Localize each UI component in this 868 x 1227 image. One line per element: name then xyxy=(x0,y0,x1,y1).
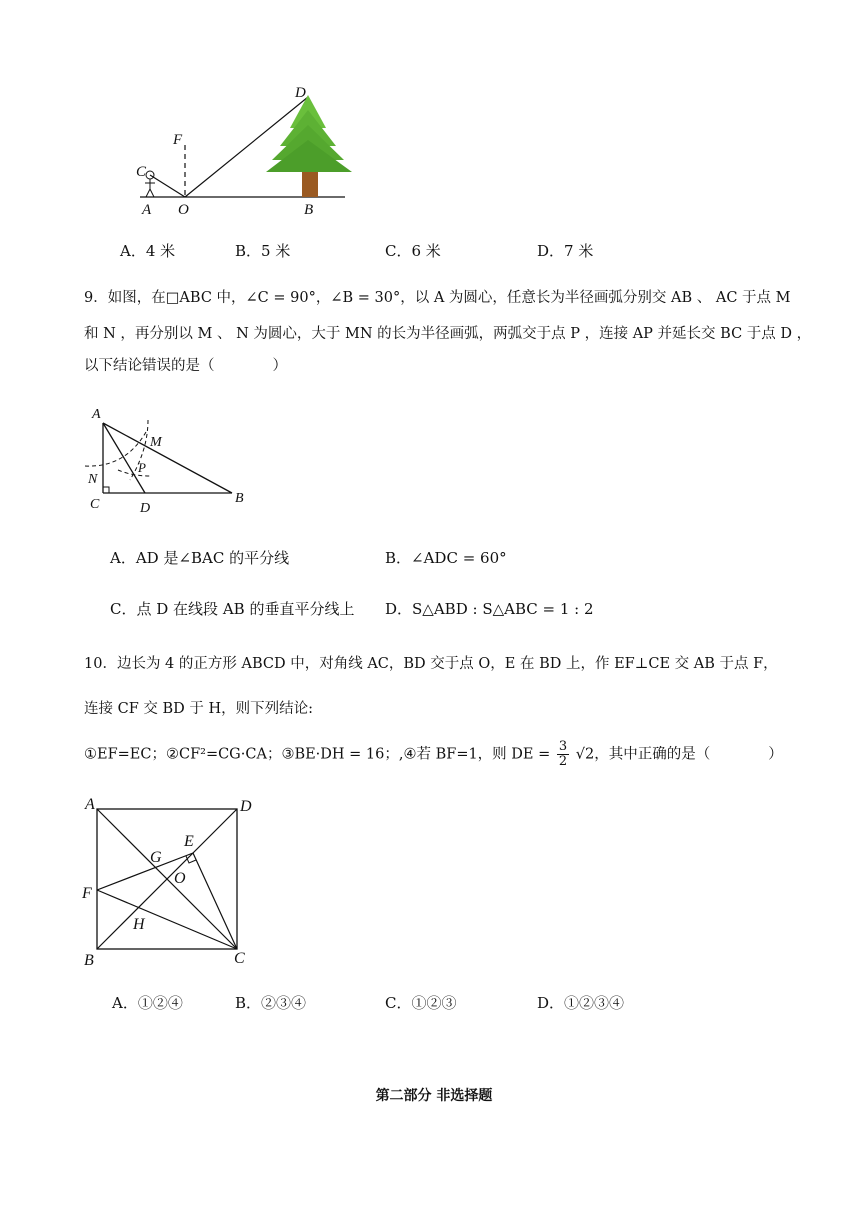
option-letter: C． xyxy=(385,994,412,1012)
option-text: ②③④ xyxy=(261,994,307,1012)
label-P: P xyxy=(138,460,146,475)
label-M: M xyxy=(150,435,162,450)
label-A: A xyxy=(92,407,101,422)
option-text: ∠ADC = 60° xyxy=(411,549,507,567)
label-F: F xyxy=(82,885,92,902)
label-D: D xyxy=(240,798,252,815)
option-letter: B． xyxy=(385,549,412,567)
label-C: C xyxy=(90,497,100,512)
label-B: B xyxy=(304,202,314,218)
q10-conclusions-b: √2，其中正确的是（ ） xyxy=(575,746,783,763)
label-D: D xyxy=(140,501,151,516)
option-letter: B． xyxy=(235,994,262,1012)
q10-stem-line1: 10．边长为 4 的正方形 ABCD 中，对角线 AC，BD 交于点 O，E 在 BD 上，作 EF⊥CE 交 AB 于点 F， xyxy=(84,656,778,672)
option-text: 7 米 xyxy=(564,242,594,260)
option-text: ①②③ xyxy=(411,994,457,1012)
option-letter: C． xyxy=(385,242,412,260)
segment-EC xyxy=(193,853,237,949)
label-A: A xyxy=(142,202,152,218)
option-letter: A． xyxy=(120,242,146,260)
option-letter: D． xyxy=(385,600,413,618)
label-D: D xyxy=(295,85,306,101)
option-text: S△ABD : S△ABC = 1 : 2 xyxy=(412,600,594,618)
q10-option-b[interactable] xyxy=(235,992,306,1013)
q10-conclusions-a: ①EF=EC；②CF²=CG·CA；③BE·DH = 16；,④若 BF=1，则 DE = xyxy=(84,746,551,763)
option-text: AD 是∠BAC 的平分线 xyxy=(135,549,290,567)
label-C: C xyxy=(136,164,147,180)
fraction-numerator: 3 xyxy=(558,739,568,754)
option-letter: A． xyxy=(110,549,136,567)
q9-stem-line2: 和 N ，再分别以 M 、 N 为圆心，大于 MN 的长为半径画弧，两弧交于点 P ，连接 AP 并延长交 BC 于点 D ， xyxy=(84,326,812,342)
q9-stem-line3: 以下结论错误的是（ ） xyxy=(84,358,287,374)
option-text: 4 米 xyxy=(145,242,176,260)
option-text: 5 米 xyxy=(261,242,291,260)
section-title: 第二部分 非选择题 xyxy=(375,1088,493,1104)
label-B: B xyxy=(84,952,94,969)
option-text: 6 米 xyxy=(411,242,441,260)
option-letter: D． xyxy=(537,242,565,260)
option-text: ①②③④ xyxy=(564,994,625,1012)
q10-stem-line2: 连接 CF 交 BD 于 H，则下列结论: xyxy=(84,701,314,717)
q10-option-c[interactable] xyxy=(385,992,457,1013)
label-C: C xyxy=(234,950,245,967)
q9-stem-line1: 9．如图，在□ABC 中，∠C = 90°，∠B = 30°，以 A 为圆心，任意长为半径画弧分别交 AB 、 AC 于点 M xyxy=(84,290,791,306)
label-F: F xyxy=(173,132,183,148)
option-text: ①②④ xyxy=(137,994,183,1012)
label-O: O xyxy=(174,870,186,887)
label-H: H xyxy=(133,916,145,933)
label-A: A xyxy=(85,796,95,813)
option-letter: D． xyxy=(537,994,565,1012)
label-N: N xyxy=(88,472,98,487)
option-text: 点 D 在线段 AB 的垂直平分线上 xyxy=(136,600,355,618)
segment-CF xyxy=(97,890,237,949)
q10-option-a[interactable] xyxy=(112,992,183,1013)
option-letter: A． xyxy=(112,994,138,1012)
label-E: E xyxy=(184,833,194,850)
option-letter: B． xyxy=(235,242,262,260)
option-letter: C． xyxy=(110,600,137,618)
label-O: O xyxy=(178,202,189,218)
label-G: G xyxy=(150,849,162,866)
label-B: B xyxy=(235,491,244,506)
q10-option-d[interactable] xyxy=(537,992,624,1013)
fraction-denominator: 2 xyxy=(558,754,568,769)
